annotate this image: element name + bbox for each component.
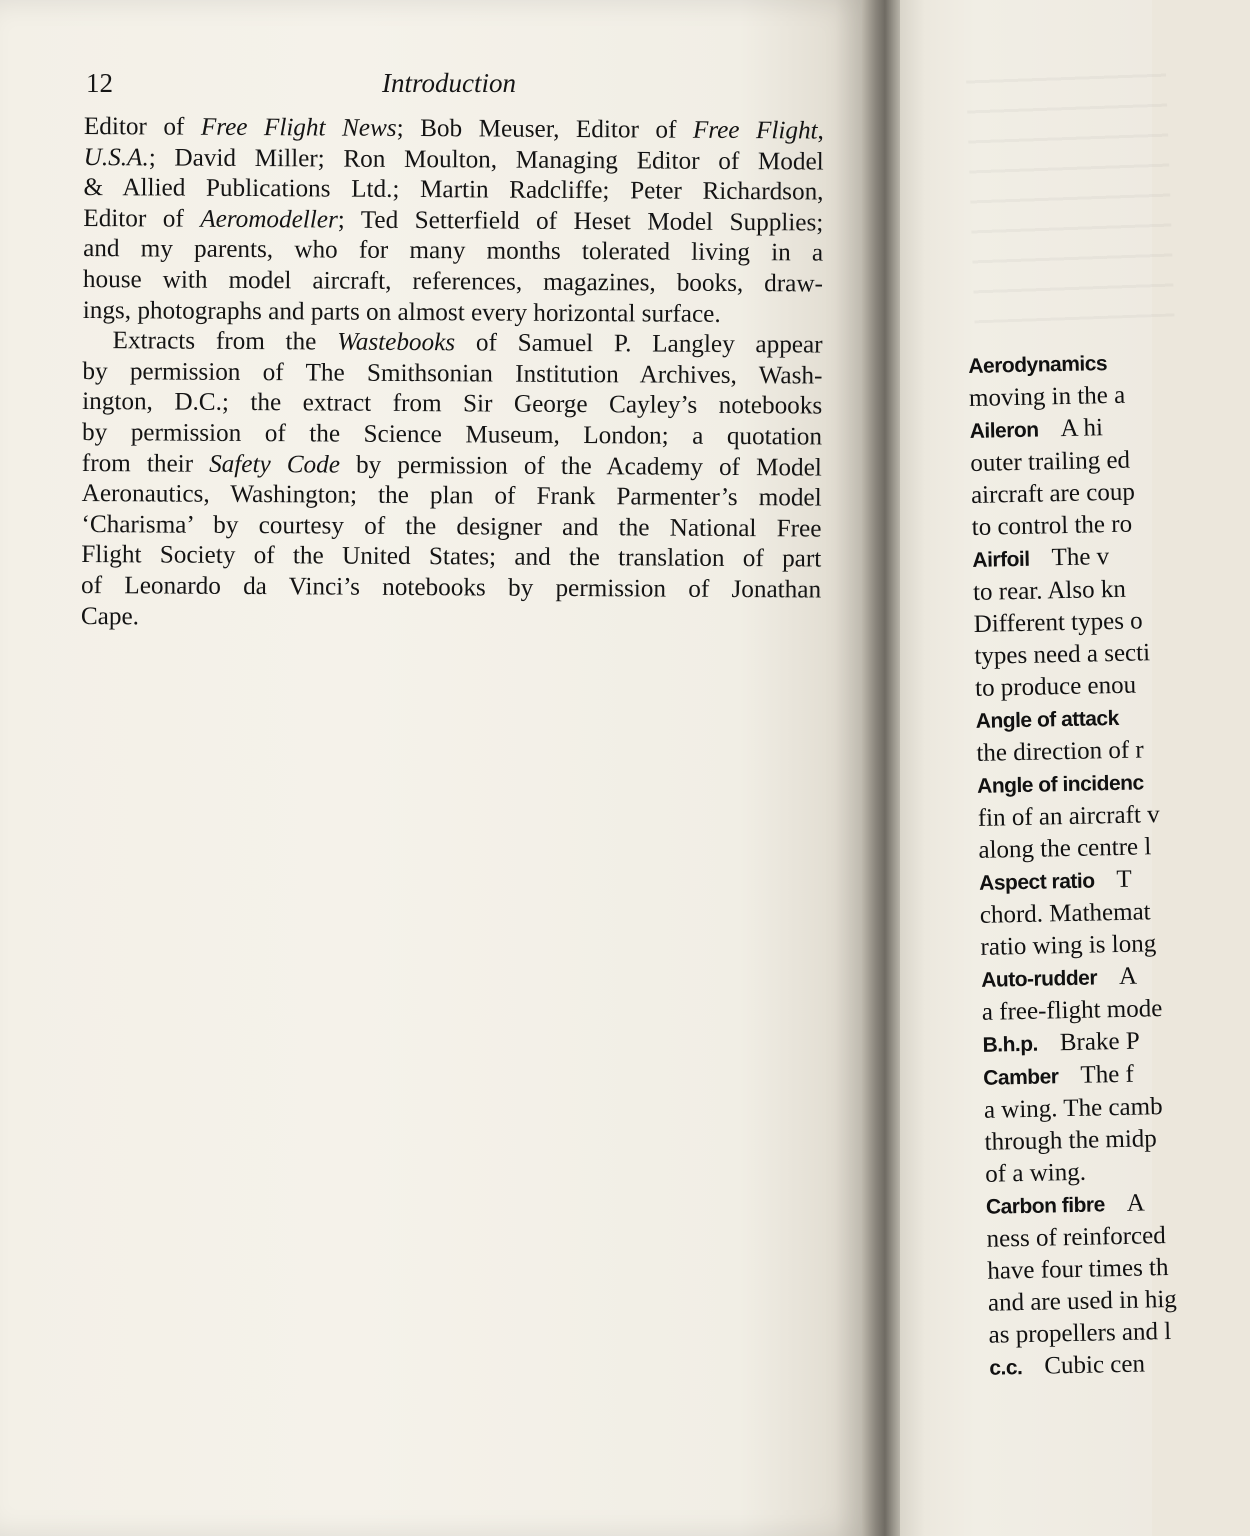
text-run: ington, D.C.; the extract from Sir George Cayley’s notebooks	[82, 388, 823, 420]
glossary-line	[989, 1346, 1250, 1384]
text-line	[82, 418, 822, 453]
body-text	[81, 112, 824, 637]
text-run: ,	[817, 117, 824, 145]
text-line	[81, 601, 821, 636]
glossary-definition: T	[1116, 865, 1133, 894]
italic-title: Free Flight News	[200, 113, 397, 142]
text-run: of Samuel P. Langley appear	[455, 329, 823, 359]
text-run: Aeronautics, Washington; the plan of Frank Parmenter’s model	[81, 480, 822, 512]
glossary-term: Aileron	[969, 418, 1039, 443]
glossary-line	[983, 1056, 1244, 1094]
text-run: of Leonardo da Vinci’s notebooks by permission of Jonathan	[81, 571, 822, 604]
text-line	[83, 326, 823, 361]
text-run: ; Bob Meuser, Editor of	[396, 114, 693, 144]
text-run: Cape.	[80, 602, 140, 630]
text-line	[82, 357, 822, 392]
glossary-definition: a wing. The camb	[983, 1093, 1163, 1124]
glossary-definition: ratio wing is long	[980, 930, 1157, 961]
glossary-line	[982, 1023, 1243, 1061]
glossary-line	[969, 410, 1230, 448]
glossary-definition: The f	[1080, 1060, 1135, 1089]
glossary-definition: of a wing.	[984, 1158, 1087, 1188]
text-run: from their	[81, 449, 210, 478]
text-run: Flight Society of the United States; and the translation of part	[81, 541, 822, 573]
text-run: ; Ted Setterfield of Heset Model Supplies;	[337, 206, 824, 237]
text-run: house with model aircraft, references, magazines, books, draw-	[82, 265, 824, 298]
italic-title: Aeromodeller	[200, 205, 338, 234]
glossary-definition: fin of an aircraft v	[977, 801, 1160, 832]
italic-title: U.S.A.	[83, 143, 149, 171]
glossary-definition: moving in the a	[968, 381, 1126, 412]
glossary-line	[972, 539, 1233, 577]
glossary-line	[981, 958, 1242, 996]
reverse-side-show-through: ​ ​ ​ ​ ​	[823, 596, 825, 742]
glossary-definition: ness of reinforced	[986, 1222, 1166, 1253]
text-run: by permission of the Science Museum, London; a quotation	[81, 418, 823, 451]
glossary-term: Airfoil	[972, 547, 1030, 572]
glossary-term: Auto-rudder	[980, 966, 1098, 992]
text-line	[81, 571, 821, 606]
glossary-term: Aerodynamics	[968, 352, 1108, 378]
text-line	[82, 387, 822, 422]
text-line	[81, 510, 821, 545]
text-run: by permission of The Smithsonian Institution Archives, Wash-	[82, 357, 823, 390]
glossary-definition: The v	[1051, 543, 1110, 572]
text-line	[83, 296, 823, 331]
glossary	[968, 345, 1250, 1385]
glossary-term: Camber	[983, 1065, 1059, 1090]
text-run: ; David Miller; Ron Moulton, Managing Editor of Model	[148, 143, 824, 176]
text-run: Editor of	[83, 112, 201, 141]
glossary-definition: Different types o	[973, 607, 1143, 638]
faint-show-through	[966, 57, 1175, 324]
page-header	[86, 68, 826, 104]
text-line	[83, 204, 823, 239]
glossary-definition: a free-flight mode	[981, 995, 1163, 1026]
text-line	[81, 540, 821, 575]
text-run: ings, photographs and parts on almost every horizontal surface.	[82, 296, 721, 328]
text-line	[83, 265, 823, 300]
glossary-term: Angle of attack	[975, 706, 1120, 733]
text-line	[84, 112, 824, 147]
glossary-term: Carbon fibre	[985, 1193, 1106, 1219]
text-line	[83, 234, 823, 269]
glossary-line	[986, 1185, 1247, 1223]
glossary-term: B.h.p.	[982, 1032, 1039, 1057]
glossary-definition: to control the ro	[971, 510, 1133, 541]
text-run: ‘Charisma’ by courtesy of the designer and the National Free	[81, 510, 822, 543]
glossary-definition: Cubic cen	[1044, 1350, 1146, 1380]
glossary-definition: aircraft are coup	[970, 478, 1136, 509]
glossary-definition: A hi	[1060, 414, 1104, 443]
text-line	[82, 479, 822, 514]
glossary-definition: outer trailing ed	[970, 446, 1131, 477]
glossary-line	[977, 764, 1238, 802]
glossary-definition: have four times th	[987, 1254, 1169, 1285]
glossary-definition: through the midp	[984, 1125, 1158, 1156]
glossary-line	[968, 345, 1229, 383]
text-run: Editor of	[83, 204, 201, 233]
glossary-term: c.c.	[989, 1356, 1023, 1380]
text-line	[84, 143, 824, 178]
glossary-definition: along the centre l	[978, 833, 1152, 864]
glossary-line	[975, 699, 1236, 737]
glossary-definition: as propellers and l	[988, 1317, 1172, 1349]
page-number: 12	[86, 68, 113, 98]
glossary-definition: chord. Mathemat	[979, 898, 1151, 929]
text-run: by permission of the Academy of Model	[339, 451, 822, 482]
glossary-definition: Brake P	[1059, 1027, 1140, 1057]
right-page	[900, 0, 1178, 1536]
glossary-term: Aspect ratio	[978, 869, 1095, 895]
italic-title: Safety Code	[209, 450, 341, 479]
italic-title: Wastebooks	[337, 328, 456, 357]
text-run: and my parents, who for many months tolerated living in a	[83, 235, 824, 267]
glossary-definition: the direction of r	[976, 736, 1145, 767]
glossary-definition: A	[1118, 962, 1138, 990]
text-line	[83, 173, 823, 208]
glossary-term: Angle of incidenc	[976, 771, 1144, 798]
glossary-definition: types need a secti	[974, 639, 1151, 670]
text-line	[82, 449, 822, 484]
glossary-definition: to produce enou	[974, 671, 1137, 702]
text-run: & Allied Publications Ltd.; Martin Radcliffe; Peter Richardson,	[83, 174, 824, 206]
glossary-definition: to rear. Also kn	[972, 575, 1127, 606]
running-head: Introduction	[382, 68, 516, 98]
glossary-definition: and are used in hig	[987, 1285, 1178, 1317]
text-run: Extracts from the	[112, 327, 338, 356]
glossary-line	[979, 861, 1240, 899]
italic-title: Free Flight	[692, 116, 818, 145]
glossary-definition: A	[1126, 1189, 1146, 1217]
